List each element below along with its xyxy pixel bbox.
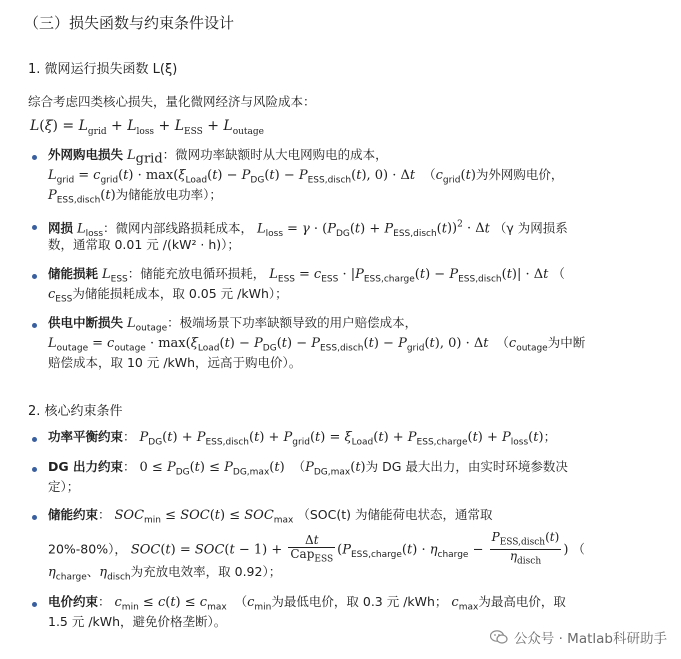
section-title: （三）损失函数与约束条件设计 (24, 14, 235, 32)
ess-loss-label: 储能损耗 (48, 266, 99, 281)
bullet-grid-loss: 外网购电损失 $L_{grid}$：微网功率缺额时从大电网购电的成本， (48, 147, 388, 167)
gamma-desc: （γ 为网损系 (493, 220, 568, 236)
grid-loss-label: 外网购电损失 (48, 147, 124, 162)
dg-note-line: 定）； (48, 479, 80, 494)
outage-note-line: 赔偿成本，取 10 元 /kWh，远高于购电价）。 (48, 355, 302, 370)
bullet-dot (32, 515, 37, 520)
wechat-icon (490, 630, 508, 644)
grid-loss-note-line: $P_{ESS,disch}(t)$为储能放电功率）； (48, 187, 222, 206)
bullet-dg-output: DG 出力约束： $0 \le P_{DG}(t) \le P_{DG,max}(t)$ （$P_{DG,max}(t)$为 DG 最大出力，由实时环境参数决 (48, 459, 568, 478)
soc-range: 20%-80%）， (48, 541, 127, 557)
subsection-heading-loss-function: 1. 微网运行损失函数 L(ξ) (28, 62, 178, 77)
bullet-dot (32, 155, 37, 160)
bullet-price-constraint: 电价约束： $c_{min} \le c(t) \le c_{max}$ （$c_{min}$为最低电价，取 0.3 元 /kWh； $c_{max}$为最高电价，取 (48, 594, 566, 613)
power-balance-label: 功率平衡约束 (48, 429, 124, 444)
ess-constraint-label: 储能约束 (48, 507, 99, 522)
bullet-outage-loss: 供电中断损失 $L_{outage}$：极端场景下功率缺额导致的用户赔偿成本， (48, 315, 418, 334)
bullet-line-loss: 网损 $L_{loss}$：微网内部线路损耗成本， $L_{loss} = \gamma \cdot (P_{DG}(t) + P_{ESS,disch}(t))^2 \cdot \Delta t$ （γ 为网损系 (48, 220, 568, 239)
efficiency-desc: 为充放电效率，取 0.92）； (130, 564, 282, 579)
line-loss-note-line: 数，通常取 0.01 元 /(kW² · h)）； (48, 237, 240, 252)
price-constraint-label: 电价约束 (48, 594, 99, 609)
grid-price-desc: 为外网购电价， (475, 167, 564, 182)
bullet-ess-loss: 储能损耗 $L_{ESS}$：储能充放电循环损耗， $L_{ESS} = c_{ESS} \cdot |P_{ESS,charge}(t) - P_{ESS,disch}(t)| \cdot \Delta t$ （ (48, 266, 565, 285)
outage-loss-desc: ：极端场景下功率缺额导致的用户赔偿成本， (167, 315, 418, 330)
bullet-power-balance: 功率平衡约束： $P_{DG}(t) + P_{ESS,disch}(t) + P_{grid}(t) = \xi_{Load}(t) + P_{ESS,charge}(t) + P_{loss}(t)$； (48, 429, 557, 448)
watermark (490, 627, 667, 647)
efficiency-note-line: $\eta_{charge}$、$\eta_{disch}$为充放电效率，取 0.92）； (48, 564, 282, 583)
line-loss-label: 网损 (48, 220, 74, 236)
outage-loss-label: 供电中断损失 (48, 315, 124, 330)
bullet-dot (32, 467, 37, 472)
bullet-dot (32, 225, 37, 230)
bullet-dot (32, 323, 37, 328)
watermark-text: 公众号 · Matlab科研助手 (513, 631, 667, 647)
ess-loss-desc: ：储能充放电循环损耗， (127, 266, 266, 281)
intro-paragraph: 综合考虑四类核心损失，量化微网经济与风险成本： (28, 94, 316, 109)
soc-desc: （SOC(t) 为储能荷电状态，通常取 (297, 507, 493, 522)
dg-output-label: DG 出力约束 (48, 459, 123, 474)
outage-cost-desc: 为中断 (547, 335, 586, 350)
price-note-line: 1.5 元 /kWh，避免价格垄断）。 (48, 614, 227, 629)
grid-loss-desc: ：微网功率缺额时从大电网购电的成本， (162, 147, 388, 162)
bullet-dot (32, 602, 37, 607)
bullet-dot (32, 437, 37, 442)
min-price-desc: 为最低电价，取 0.3 元 /kWh； (271, 594, 448, 609)
ess-discharge-desc: 为储能放电功率）； (115, 187, 222, 202)
grid-loss-formula-line: $L_{grid} = c_{grid}(t) \cdot \max(\xi_{Load}(t) - P_{DG}(t) - P_{ESS,disch}(t)$, 0) · Δt （$c_{grid}(t)$为外网购电价， (48, 167, 564, 186)
bullet-dot (32, 274, 37, 279)
soc-update-line: 20%-80%）， SOC(t) = SOC(t − 1) + $\frac{\Delta t}{Cap_{ESS}}$ ($P_{ESS,charge}(t) \cdot \eta_{charge}$ − $\frac{P_{ESS,disch}(t)}{\eta_{disch}}$ ) （ (48, 530, 585, 567)
total-loss-formula: $L(\xi) = L_{grid} + L_{loss} + L_{ESS} + L_{outage}$ (30, 118, 264, 137)
ess-loss-note-line: $c_{ESS}$为储能损耗成本，取 0.05 元 /kWh）； (48, 286, 288, 305)
outage-formula-line: $L_{outage} = c_{outage} \cdot \max(\xi_{Load}(t) - P_{DG}(t) - P_{ESS,disch}(t) - P_{grid}(t)$, 0) · Δt （$c_{outage}$为中断 (48, 335, 586, 354)
max-price-desc: 为最高电价，取 (478, 594, 566, 609)
bullet-ess-constraint: 储能约束： $SOC_{min} \le SOC(t) \le SOC_{max}$ （SOC(t) 为储能荷电状态，通常取 (48, 507, 493, 526)
line-loss-desc: ：微网内部线路损耗成本， (103, 220, 254, 236)
subsection-heading-constraints: 2. 核心约束条件 (28, 404, 123, 419)
dg-max-desc: 为 DG 最大出力，由实时环境参数决 (365, 459, 568, 474)
ess-cost-desc: 为储能损耗成本，取 0.05 元 /kWh）； (72, 286, 288, 301)
